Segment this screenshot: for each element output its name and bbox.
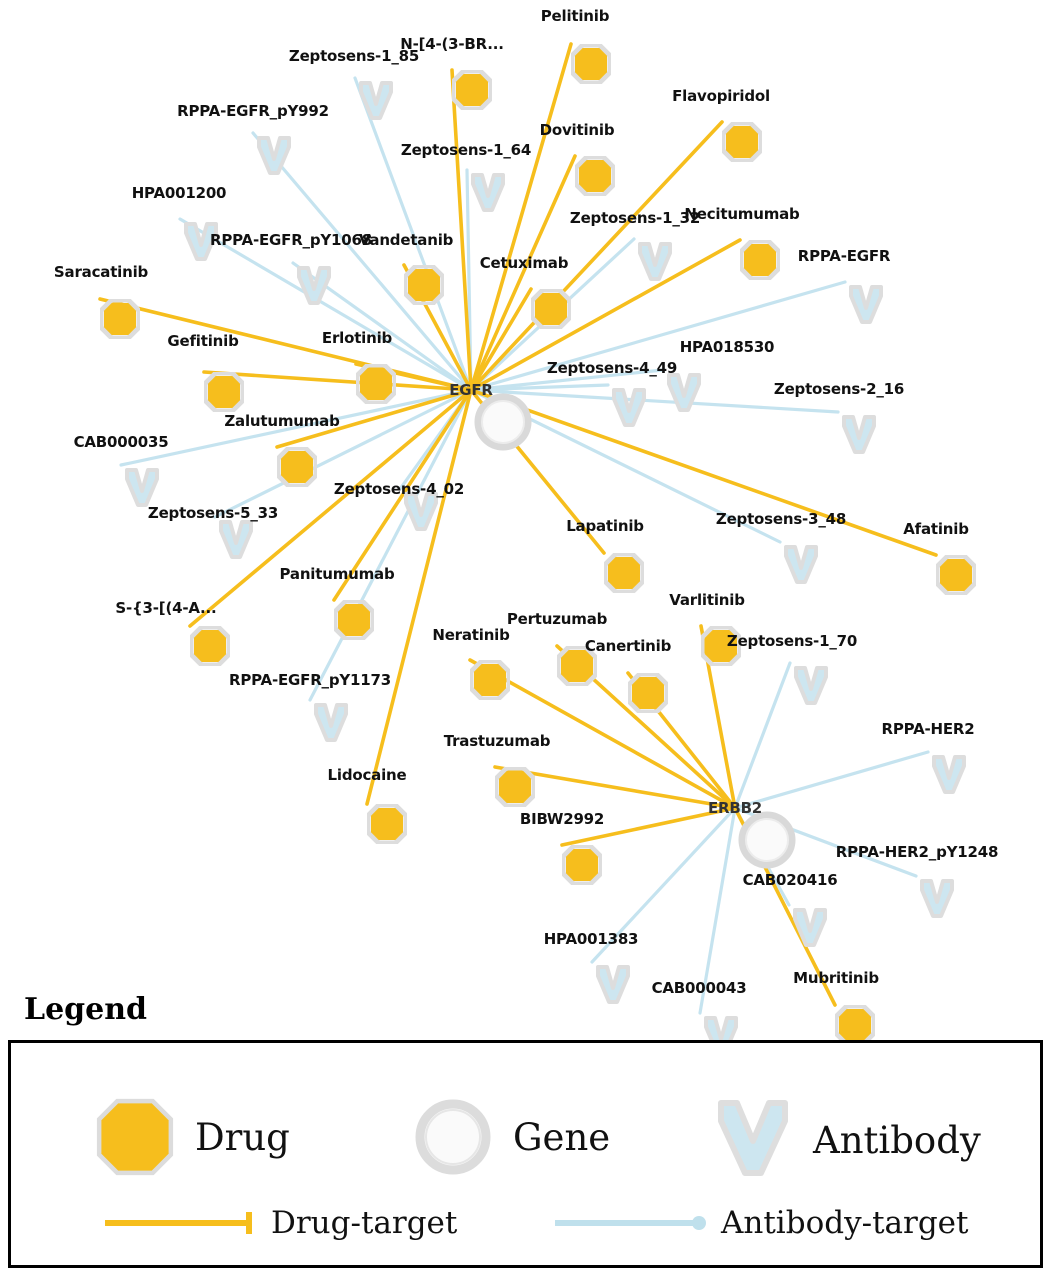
drug-label: BIBW2992	[519, 810, 605, 828]
antibody-label: Zeptosens-1_32	[569, 209, 701, 227]
antibody-label: Zeptosens-1_85	[288, 47, 420, 65]
legend-drug	[93, 1095, 290, 1179]
drug-label: Afatinib	[903, 520, 969, 538]
drug-label: N-[4-(3-BR...	[400, 35, 504, 53]
drug-label: Erlotinib	[321, 329, 393, 347]
legend-drug-target-label: Drug-target	[271, 1205, 458, 1241]
antibody-label: RPPA-EGFR_pY992	[177, 102, 329, 120]
gene-label: ERBB2	[707, 799, 763, 817]
legend-drug-target-edge	[101, 1205, 457, 1241]
drug-label: Flavopiridol	[672, 87, 770, 105]
legend-box	[8, 1040, 1043, 1268]
antibody-label: Zeptosens-1_70	[726, 632, 858, 650]
legend-antibody	[711, 1095, 981, 1185]
antibody-label: RPPA-EGFR_pY1068	[210, 231, 372, 249]
antibody-target-edge	[735, 663, 790, 808]
legend-gene	[411, 1095, 610, 1179]
drug-label: Saracatinib	[53, 263, 149, 281]
drug-label: Lidocaine	[327, 766, 407, 784]
drug-label: Lapatinib	[566, 517, 644, 535]
drug-label: Panitumumab	[279, 565, 395, 583]
drug-label: Varlitinib	[669, 591, 745, 609]
legend-gene-label: Gene	[513, 1115, 611, 1159]
gene-icon	[411, 1095, 495, 1179]
antibody-target-edge	[310, 390, 471, 700]
legend-antibody-label: Antibody	[813, 1118, 981, 1162]
drug-label: Gefitinib	[167, 332, 239, 350]
antibody-label: CAB020416	[742, 871, 838, 889]
drug-label: Neratinib	[432, 626, 510, 644]
drug-label: Zalutumumab	[224, 412, 340, 430]
drug-label: Vandetanib	[358, 231, 454, 249]
antibody-label: RPPA-HER2_pY1248	[835, 843, 999, 861]
antibody-target-edge-icon	[551, 1208, 711, 1238]
antibody-label: CAB000043	[651, 979, 747, 997]
drug-label: Mubritinib	[793, 969, 879, 987]
gene-label: EGFR	[449, 381, 493, 399]
antibody-label: HPA001383	[543, 930, 639, 948]
antibody-label: Zeptosens-1_64	[400, 141, 532, 159]
legend-antibody-target-edge	[551, 1205, 968, 1241]
antibody-icon	[711, 1095, 795, 1185]
drug-label: Canertinib	[584, 637, 672, 655]
antibody-label: RPPA-EGFR_pY1173	[229, 671, 391, 689]
legend-antibody-target-label: Antibody-target	[721, 1205, 969, 1241]
antibody-target-edge	[735, 752, 928, 808]
antibody-label: Zeptosens-5_33	[147, 504, 279, 522]
drug-icon	[93, 1095, 177, 1179]
antibody-label: HPA001200	[131, 184, 227, 202]
drug-label: Pelitinib	[540, 7, 610, 25]
legend-title: Legend	[24, 992, 148, 1027]
drug-target-edge-icon	[101, 1208, 261, 1238]
antibody-label: RPPA-HER2	[881, 720, 975, 738]
drug-label: Pertuzumab	[506, 610, 608, 628]
antibody-label: HPA018530	[679, 338, 775, 356]
antibody-label: Zeptosens-4_49	[546, 359, 678, 377]
legend-drug-label: Drug	[195, 1115, 290, 1159]
antibody-label: CAB000035	[73, 433, 169, 451]
antibody-label: Zeptosens-3_48	[715, 510, 847, 528]
antibody-label: RPPA-EGFR	[797, 247, 891, 265]
drug-label: Trastuzumab	[443, 732, 551, 750]
drug-label: S-{3-[(4-A...	[115, 599, 217, 617]
drug-label: Cetuximab	[479, 254, 569, 272]
drug-label: Necitumumab	[684, 205, 800, 223]
drug-label: Dovitinib	[539, 121, 615, 139]
antibody-label: Zeptosens-4_02	[333, 480, 465, 498]
antibody-label: Zeptosens-2_16	[773, 380, 905, 398]
